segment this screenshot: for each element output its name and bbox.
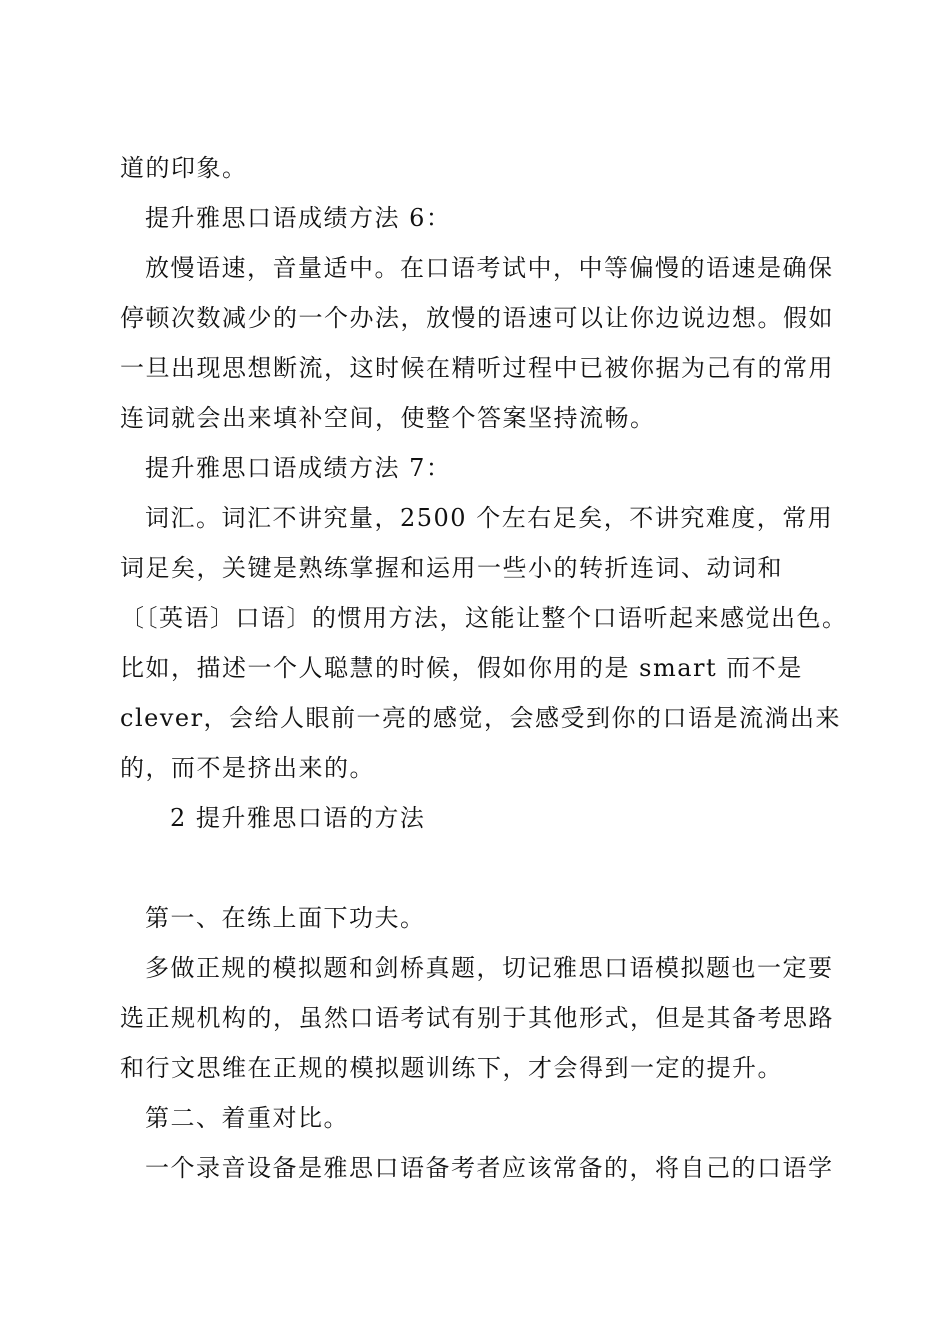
paragraph-line: clever，会给人眼前一亮的感觉，会感受到你的口语是流淌出来 bbox=[120, 704, 842, 732]
paragraph-line: 一旦出现思想断流，这时候在精听过程中已被你据为己有的常用 bbox=[120, 354, 834, 382]
paragraph-line: 停顿次数减少的一个办法，放慢的语速可以让你边说边想。假如 bbox=[120, 304, 834, 332]
section-heading-method-7: 提升雅思口语成绩方法 7： bbox=[145, 454, 452, 482]
paragraph-line: 选正规机构的，虽然口语考试有别于其他形式，但是其备考思路 bbox=[120, 1004, 834, 1032]
subsection-heading-first: 第一、在练上面下功夫。 bbox=[145, 904, 426, 932]
paragraph-line: 连词就会出来填补空间，使整个答案坚持流畅。 bbox=[120, 404, 656, 432]
paragraph-line: 比如，描述一个人聪慧的时候，假如你用的是 smart 而不是 bbox=[120, 654, 803, 682]
paragraph-line: 一个录音设备是雅思口语备考者应该常备的，将自己的口语学 bbox=[145, 1154, 834, 1182]
subsection-heading-second: 第二、着重对比。 bbox=[145, 1104, 349, 1132]
paragraph-line: 放慢语速，音量适中。在口语考试中，中等偏慢的语速是确保 bbox=[145, 254, 834, 282]
paragraph-line: 〔〔英语〕口语〕的惯用方法，这能让整个口语听起来感觉出色。 bbox=[120, 604, 848, 632]
paragraph-line: 道的印象。 bbox=[120, 154, 248, 182]
section-title: 2 提升雅思口语的方法 bbox=[170, 804, 426, 832]
section-heading-method-6: 提升雅思口语成绩方法 6： bbox=[145, 204, 452, 232]
paragraph-line: 多做正规的模拟题和剑桥真题，切记雅思口语模拟题也一定要 bbox=[145, 954, 834, 982]
paragraph-line: 词足矣，关键是熟练掌握和运用一些小的转折连词、动词和 bbox=[120, 554, 783, 582]
paragraph-line: 和行文思维在正规的模拟题训练下，才会得到一定的提升。 bbox=[120, 1054, 783, 1082]
paragraph-line: 词汇。词汇不讲究量，2500 个左右足矣，不讲究难度，常用 bbox=[145, 504, 834, 532]
paragraph-line: 的，而不是挤出来的。 bbox=[120, 754, 375, 782]
